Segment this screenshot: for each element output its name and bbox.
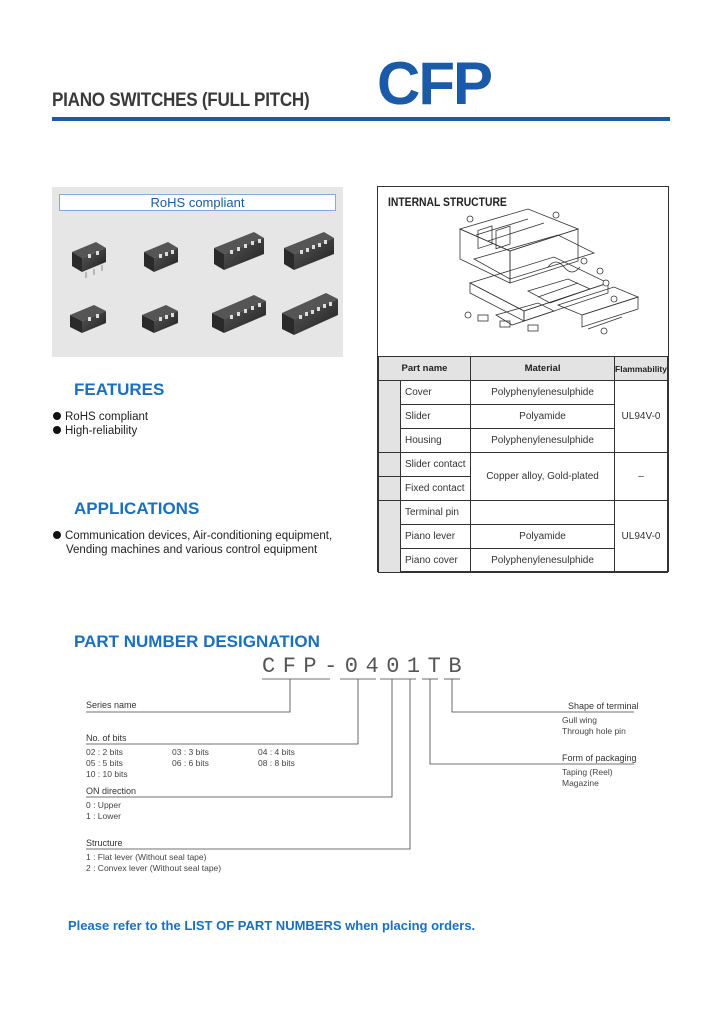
on-direction-option: 1 : Lower	[86, 811, 121, 821]
table-row: Cover Polyphenylenesulphide UL94V-0	[379, 381, 668, 405]
terminal-shape-option: Gull wing	[562, 715, 597, 725]
bits-option: 05 : 5 bits	[86, 758, 123, 768]
column-header: Part name	[379, 357, 471, 381]
packaging-label: Form of packaging	[562, 753, 637, 763]
internal-structure-title: INTERNAL STRUCTURE	[388, 197, 507, 209]
table-row: Slider contact Copper alloy, Gold-plated –	[379, 453, 668, 477]
series-name-label: Series name	[86, 700, 137, 710]
terminal-shape-label: Shape of terminal	[568, 701, 639, 711]
table-row: Piano lever Polyamide	[379, 525, 668, 549]
application-item: Communication devices, Air-conditioning equipment,	[53, 530, 332, 542]
structure-option: 2 : Convex lever (Without seal tape)	[86, 863, 222, 873]
on-direction-option: 0 : Upper	[86, 800, 121, 810]
bits-option: 02 : 2 bits	[86, 747, 123, 757]
application-item-continued: Vending machines and various control equipment	[66, 544, 318, 556]
table-row: Piano cover Polyphenylenesulphide	[379, 549, 668, 573]
column-header: Material	[471, 357, 615, 381]
feature-item: High-reliability	[53, 425, 137, 437]
bits-option: 10 : 10 bits	[86, 769, 128, 779]
bits-option: 08 : 8 bits	[258, 758, 295, 768]
table-row: Housing Polyphenylenesulphide	[379, 429, 668, 453]
table-row: Fixed contact	[379, 477, 668, 501]
rohs-banner: RoHS compliant	[59, 194, 336, 211]
packaging-option: Taping (Reel)	[562, 767, 613, 777]
bits-option: 06 : 6 bits	[172, 758, 209, 768]
bits-option: 04 : 4 bits	[258, 747, 295, 757]
feature-item: RoHS compliant	[53, 411, 148, 423]
page-title: PIANO SWITCHES (FULL PITCH)	[52, 90, 310, 111]
packaging-option: Magazine	[562, 778, 599, 788]
series-code-title: CFP	[377, 50, 491, 117]
terminal-shape-option: Through hole pin	[562, 726, 626, 736]
structure-label: Structure	[86, 838, 123, 848]
applications-heading: APPLICATIONS	[74, 499, 200, 518]
table-row: Slider Polyamide	[379, 405, 668, 429]
bits-label: No. of bits	[86, 733, 127, 743]
bits-option: 03 : 3 bits	[172, 747, 209, 757]
on-direction-label: ON direction	[86, 786, 137, 796]
part-number-heading: PART NUMBER DESIGNATION	[74, 632, 320, 651]
table-row: Terminal pin UL94V-0	[379, 501, 668, 525]
ordering-note: Please refer to the LIST OF PART NUMBERS when placing orders.	[68, 918, 476, 933]
structure-option: 1 : Flat lever (Without seal tape)	[86, 852, 207, 862]
part-number-code: CFP-0401TB	[262, 654, 470, 679]
features-heading: FEATURES	[74, 380, 165, 399]
column-header: Flammability	[615, 357, 668, 381]
